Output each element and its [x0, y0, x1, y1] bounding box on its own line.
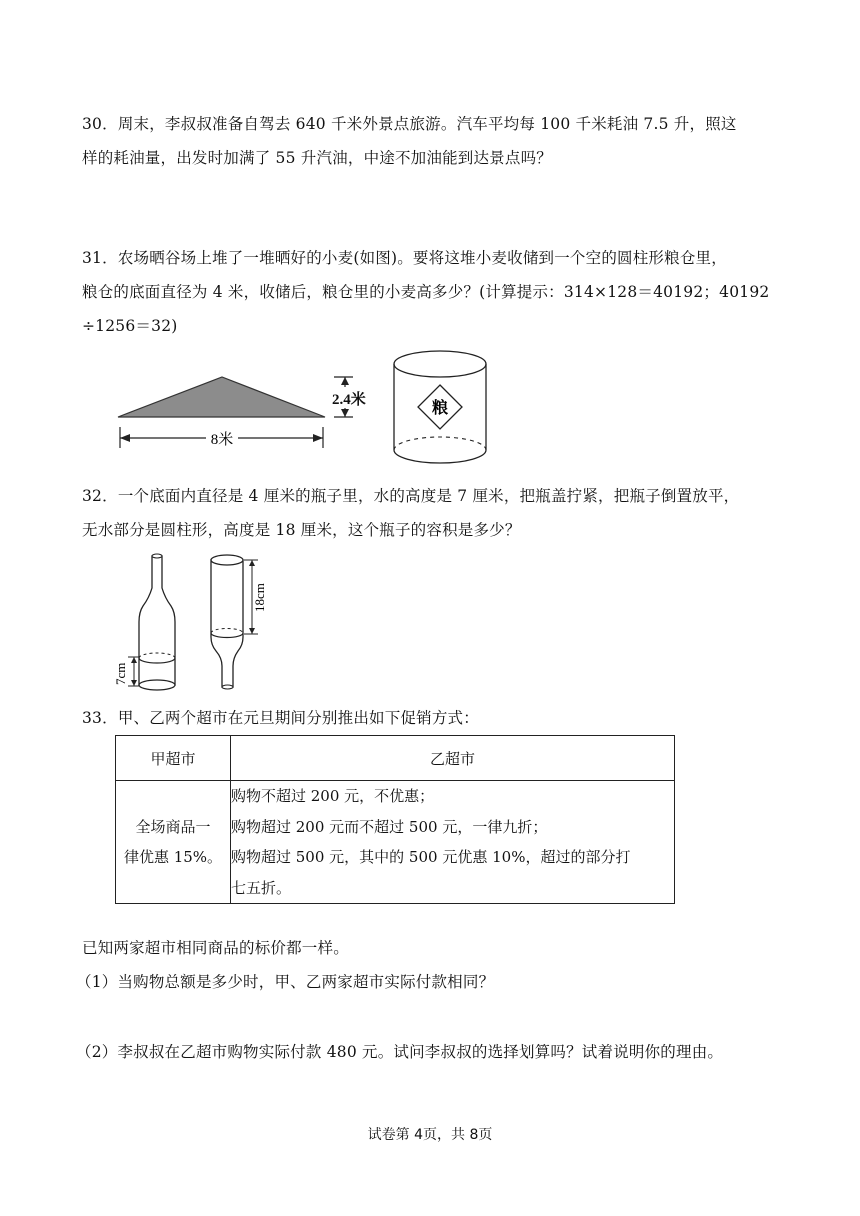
base-label: 8米: [210, 432, 234, 448]
table-header-b: 乙超市: [231, 736, 675, 781]
table-header-a: 甲超市: [116, 736, 231, 781]
air-height-label: 18cm: [252, 583, 267, 612]
granary-label: 粮: [431, 398, 449, 417]
bottles-figure: [112, 548, 282, 696]
q30-line-2: 样的耗油量，出发时加满了 55 升汽油，中途不加油能到达景点吗？: [82, 149, 552, 167]
q32-line-1: 32．一个底面内直径是 4 厘米的瓶子里，水的高度是 7 厘米，把瓶盖拧紧，把瓶子倒置放平，: [82, 487, 740, 505]
q33-sub1: （1）当购物总额是多少时，甲、乙两家超市实际付款相同？: [76, 973, 495, 991]
table-cell-b: [231, 781, 675, 904]
inverted-bottle: [211, 560, 243, 687]
cell-b-line: 购物不超过 200 元，不优惠；: [231, 787, 435, 805]
wheat-pile-figure: [110, 368, 360, 458]
promotion-table: [115, 735, 675, 904]
q31-line-3: ÷1256＝32): [82, 317, 178, 335]
q31-line-2: 粮仓的底面直径为 4 米，收储后，粮仓里的小麦高多少？(计算提示：314×128＝40192；40192: [82, 283, 770, 301]
height-label: 2.4米: [332, 392, 366, 408]
cell-b-line: 七五折。: [231, 878, 292, 897]
q33-note: 已知两家超市相同商品的标价都一样。: [82, 939, 349, 957]
granary-figure: [388, 345, 492, 469]
cell-a-line: 律优惠 15%。: [123, 848, 223, 866]
q31-line-1: 31．农场晒谷场上堆了一堆晒好的小麦(如图)。要将这堆小麦收储到一个空的圆柱形粮仓里，: [82, 249, 727, 267]
page-footer: 试卷第 4页，共 8页: [367, 1127, 493, 1143]
q30-line-1: 30．周末，李叔叔准备自驾去 640 千米外景点旅游。汽车平均每 100 千米耗油 7.5 升，照这: [82, 115, 737, 133]
q33-intro: 33．甲、乙两个超市在元旦期间分别推出如下促销方式：: [82, 709, 479, 727]
q33-sub2: （2）李叔叔在乙超市购物实际付款 480 元。试问李叔叔的选择划算吗？试着说明你的理由。: [76, 1043, 724, 1061]
upright-bottle: [139, 556, 175, 685]
wheat-pile-cone: [118, 377, 325, 417]
cell-a-line: 全场商品一: [135, 818, 211, 836]
water-height-label: 7cm: [113, 662, 128, 685]
cell-b-line: 购物超过 500 元，其中的 500 元优惠 10%，超过的部分打: [231, 848, 631, 866]
cell-b-line: 购物超过 200 元而不超过 500 元，一律九折；: [231, 817, 548, 836]
table-cell-a: [116, 781, 231, 904]
q32-line-2: 无水部分是圆柱形，高度是 18 厘米，这个瓶子的容积是多少？: [82, 521, 521, 539]
